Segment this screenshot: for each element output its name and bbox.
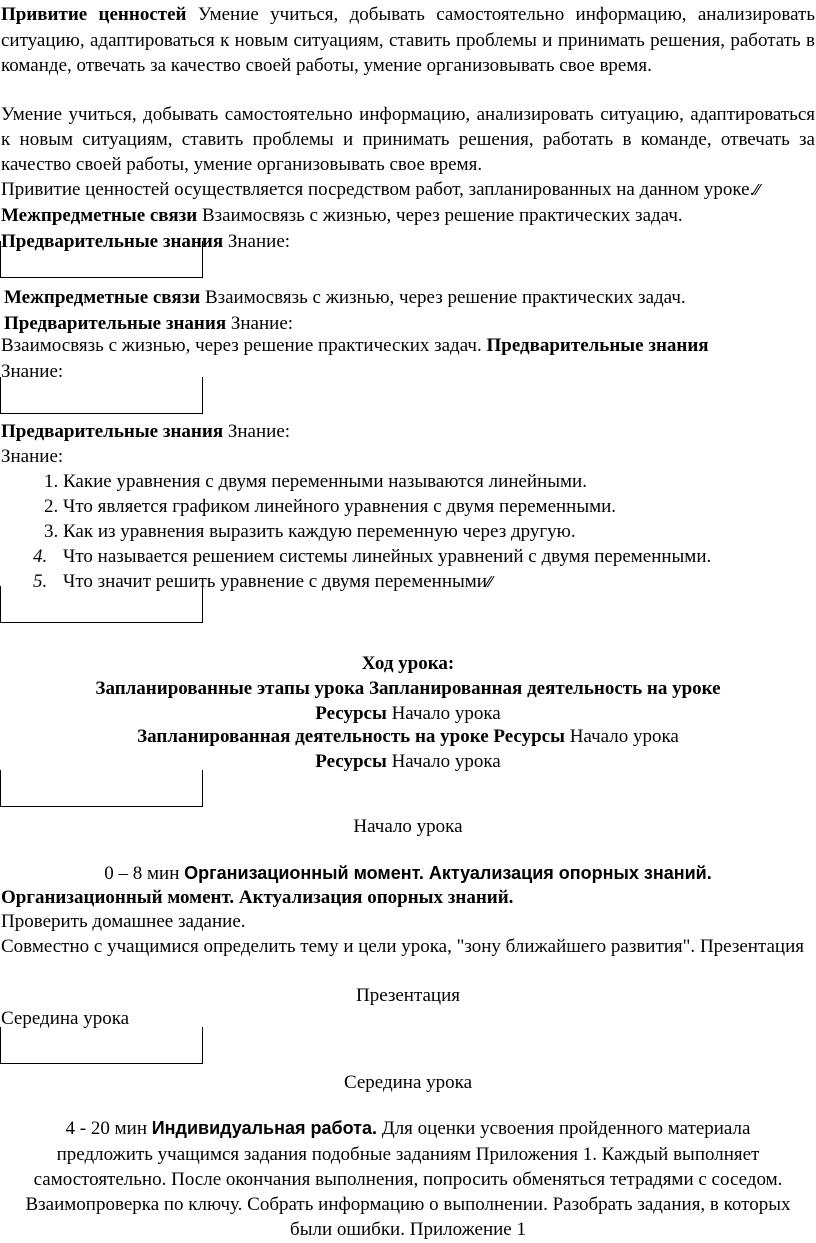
table-cell-box bbox=[0, 770, 203, 807]
values-paragraph: Привитие ценностей Умение учиться, добывать самостоятельно информацию, анализировать ситуацию, адаптироваться к новым ситуациям, ставить проблемы и принимать решения, работать в команде, отвечать за качество своей работы, умение организовывать свое время. bbox=[1, 4, 816, 76]
start-heading: Начало урока bbox=[353, 816, 463, 837]
joint-goals: Совместно с учащимися определить тему и цели урока, "зону ближайшего развития". Презентация bbox=[1, 936, 804, 957]
table-cell-box bbox=[0, 1027, 203, 1064]
knowledge-label: Знание: bbox=[1, 446, 64, 467]
start-time-line: 0 – 8 мин Организационный момент. Актуализация опорных знаний. bbox=[104, 863, 712, 884]
middle-heading: Середина урока bbox=[343, 1072, 473, 1093]
table-cell-box bbox=[0, 377, 203, 414]
plan-line-4: Ресурсы Начало урока bbox=[315, 751, 501, 772]
plan-line-1: Запланированные этапы урока Запланированная деятельность на уроке bbox=[95, 678, 721, 699]
list-item: 2. Что является графиком линейного уравнения с двумя переменными. bbox=[63, 494, 815, 519]
org-moment-heading: Организационный момент. Актуализация опорных знаний. bbox=[1, 887, 514, 908]
table-cell-box bbox=[0, 586, 203, 623]
interdisciplinary-paragraph-3: Взаимосвязь с жизнью, через решение практических задач. Предварительные знания Знание: bbox=[1, 335, 709, 382]
list-item: 3. Как из уравнения выразить каждую переменную через другую. bbox=[63, 519, 815, 544]
table-cell-box bbox=[0, 241, 203, 278]
lesson-plan-title: Ход урока: bbox=[361, 653, 455, 674]
interdisciplinary-paragraph-2: Межпредметные связи Взаимосвязь с жизнью, через решение практических задач. Предварительные знания Знание: bbox=[4, 287, 686, 334]
plan-line-2: Ресурсы Начало урока bbox=[315, 703, 501, 724]
middle-marker: Середина урока bbox=[1, 1008, 130, 1029]
homework-check: Проверить домашнее задание. bbox=[1, 911, 246, 932]
list-item: 4. Что называется решением системы линейных уравнений с двумя переменными. bbox=[33, 546, 712, 567]
skills-paragraph: Умение учиться, добывать самостоятельно информацию, анализировать ситуацию, адаптироваться к новым ситуациям, ставить проблемы и принимать решения, работать в команде, отвечать за качество своей работы, умение организовывать свое время. bbox=[1, 104, 815, 175]
prior-knowledge-heading: Предварительные знания Знание: bbox=[1, 421, 291, 442]
presentation-label: Презентация bbox=[355, 985, 461, 1006]
plan-line-3: Запланированная деятельность на уроке Ресурсы Начало урока bbox=[137, 726, 679, 747]
knowledge-list bbox=[1, 469, 815, 595]
list-item: 1. Какие уравнения с двумя переменными называются линейными. bbox=[63, 469, 815, 494]
values-heading: Привитие ценностей bbox=[1, 4, 187, 25]
individual-work-paragraph: 4 - 20 мин Индивидуальная работа. Для оценки усвоения пройденного материала предложить учащимся задания подобные заданиям Приложения 1. Каждый выполняет самостоятельно. После окончания выполнения, попросить обменяться тетрадями с соседом. Взаимопроверка по ключу. Собрать информацию о выполнении. Разобрать задания, в которых были ошибки. Приложение 1 bbox=[25, 1118, 791, 1240]
interdisciplinary-paragraph: Привитие ценностей осуществляется посредством работ, запланированных на данном уроке.⁄⁄ Межпредметные связи Взаимосвязь с жизнью, через решение практических задач. Предварительные знания Знание: bbox=[1, 179, 760, 252]
list-item: 5. Что значит решить уравнение с двумя переменными⁄⁄ bbox=[33, 571, 492, 592]
